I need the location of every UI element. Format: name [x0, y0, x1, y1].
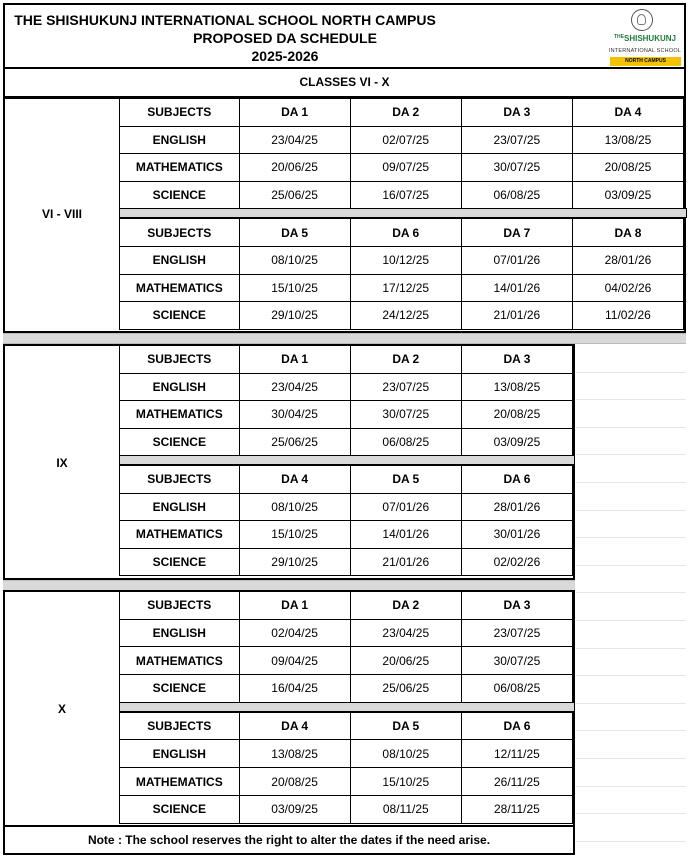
date-cell: 20/08/25: [461, 401, 572, 429]
block-gap: [119, 455, 575, 465]
da-header: DA 5: [239, 219, 350, 247]
subjects-header: SUBJECTS: [120, 712, 240, 740]
logo-subtitle: INTERNATIONAL SCHOOL: [608, 48, 682, 54]
table-row: [120, 181, 684, 209]
empty-sheet-area: [576, 345, 686, 842]
block-gap: [119, 702, 575, 712]
date-cell: 29/10/25: [239, 302, 350, 330]
date-cell: 26/11/25: [461, 768, 572, 796]
subject-cell: ENGLISH: [120, 619, 240, 647]
school-title: THE SHISHUKUNJ INTERNATIONAL SCHOOL NORTH CAMPUS: [14, 12, 436, 28]
date-cell: 28/01/26: [461, 493, 572, 521]
table-header-row: [120, 592, 573, 620]
date-cell: 23/07/25: [461, 619, 572, 647]
da-header: DA 2: [350, 346, 461, 374]
subject-cell: SCIENCE: [120, 548, 240, 576]
date-cell: 07/01/26: [350, 493, 461, 521]
table-row: [120, 302, 684, 330]
table-row: [120, 126, 684, 154]
academic-year: 2025-2026: [251, 48, 319, 64]
subject-cell: MATHEMATICS: [120, 768, 240, 796]
subject-cell: MATHEMATICS: [120, 401, 240, 429]
date-cell: 28/01/26: [572, 246, 683, 274]
section-x: [3, 590, 575, 827]
table-row: [120, 246, 684, 274]
date-cell: 30/07/25: [461, 647, 572, 675]
block-gap: [119, 208, 687, 218]
date-cell: 03/09/25: [239, 795, 350, 823]
logo-campus-badge: NORTH CAMPUS: [610, 57, 681, 66]
date-cell: 16/04/25: [239, 675, 350, 703]
date-cell: 14/01/26: [350, 521, 461, 549]
table-row: [120, 521, 573, 549]
subject-cell: SCIENCE: [120, 675, 240, 703]
da-header: DA 1: [239, 592, 350, 620]
da-header: DA 4: [239, 466, 350, 494]
date-cell: 06/08/25: [350, 428, 461, 456]
section-vi-viii: [3, 97, 686, 333]
date-cell: 20/08/25: [239, 768, 350, 796]
date-cell: 15/10/25: [350, 768, 461, 796]
table-row: [120, 428, 573, 456]
table-row: [120, 154, 684, 182]
subject-cell: ENGLISH: [120, 493, 240, 521]
schedule-table: [119, 218, 684, 329]
table-row: [120, 274, 684, 302]
subject-cell: ENGLISH: [120, 126, 240, 154]
subject-cell: MATHEMATICS: [120, 521, 240, 549]
date-cell: 13/08/25: [239, 740, 350, 768]
subject-cell: SCIENCE: [120, 181, 240, 209]
schedule-table: [119, 591, 573, 703]
logo-brand: $^{THE}$SHISHUKUNJ: [613, 34, 676, 43]
da-header: DA 1: [239, 346, 350, 374]
subjects-header: SUBJECTS: [120, 346, 240, 374]
date-cell: 09/04/25: [239, 647, 350, 675]
date-cell: 21/01/26: [350, 548, 461, 576]
subject-cell: ENGLISH: [120, 246, 240, 274]
table-row: [120, 373, 573, 401]
subjects-header: SUBJECTS: [120, 466, 240, 494]
da-header: DA 6: [350, 219, 461, 247]
date-cell: 30/04/25: [239, 401, 350, 429]
date-cell: 25/06/25: [239, 181, 350, 209]
table-row: [120, 675, 573, 703]
table-header-row: [120, 99, 684, 127]
da-header: DA 3: [461, 592, 572, 620]
date-cell: 03/09/25: [461, 428, 572, 456]
subjects-header: SUBJECTS: [120, 219, 240, 247]
school-logo: [605, 7, 685, 69]
da-header: DA 2: [350, 99, 461, 127]
section-label: X: [57, 702, 66, 716]
schedule-table: [119, 98, 684, 209]
date-cell: 17/12/25: [350, 274, 461, 302]
date-cell: 16/07/25: [350, 181, 461, 209]
date-cell: 04/02/26: [572, 274, 683, 302]
subject-cell: SCIENCE: [120, 428, 240, 456]
table-row: [120, 647, 573, 675]
footer-note: Note : The school reserves the right to alter the dates if the need arise.: [3, 826, 575, 855]
subject-cell: SCIENCE: [120, 302, 240, 330]
table-row: [120, 795, 573, 823]
date-cell: 30/07/25: [461, 154, 572, 182]
date-cell: 08/11/25: [350, 795, 461, 823]
section-separator: [3, 333, 686, 344]
schedule-table: [119, 465, 573, 576]
table-header-row: [120, 219, 684, 247]
subjects-header: SUBJECTS: [120, 592, 240, 620]
subjects-header: SUBJECTS: [120, 99, 240, 127]
date-cell: 20/08/25: [572, 154, 683, 182]
da-header: DA 5: [350, 712, 461, 740]
date-cell: 08/10/25: [239, 493, 350, 521]
date-cell: 25/06/25: [239, 428, 350, 456]
table-row: [120, 493, 573, 521]
da-header: DA 6: [461, 712, 572, 740]
da-header: DA 8: [572, 219, 683, 247]
date-cell: 23/04/25: [239, 373, 350, 401]
section-label: IX: [56, 456, 68, 470]
da-header: DA 7: [461, 219, 572, 247]
date-cell: 08/10/25: [239, 246, 350, 274]
date-cell: 23/04/25: [239, 126, 350, 154]
subject-cell: MATHEMATICS: [120, 274, 240, 302]
date-cell: 25/06/25: [350, 675, 461, 703]
date-cell: 23/04/25: [350, 619, 461, 647]
subject-cell: SCIENCE: [120, 795, 240, 823]
date-cell: 08/10/25: [350, 740, 461, 768]
da-header: DA 6: [461, 466, 572, 494]
date-cell: 28/11/25: [461, 795, 572, 823]
date-cell: 15/10/25: [239, 521, 350, 549]
table-row: [120, 768, 573, 796]
date-cell: 06/08/25: [461, 181, 572, 209]
subject-cell: ENGLISH: [120, 740, 240, 768]
table-row: [120, 619, 573, 647]
emblem-icon: [631, 9, 653, 31]
subject-cell: ENGLISH: [120, 373, 240, 401]
da-header: DA 5: [350, 466, 461, 494]
date-cell: 11/02/26: [572, 302, 683, 330]
date-cell: 03/09/25: [572, 181, 683, 209]
date-cell: 30/07/25: [350, 401, 461, 429]
date-cell: 13/08/25: [461, 373, 572, 401]
date-cell: 24/12/25: [350, 302, 461, 330]
table-header-row: [120, 466, 573, 494]
classes-label: CLASSES VI - X: [3, 69, 686, 98]
da-header: DA 3: [461, 99, 572, 127]
date-cell: 13/08/25: [572, 126, 683, 154]
date-cell: 20/06/25: [239, 154, 350, 182]
page-header: [3, 3, 686, 69]
date-cell: 23/07/25: [350, 373, 461, 401]
table-header-row: [120, 346, 573, 374]
schedule-table: [119, 712, 573, 824]
subject-cell: MATHEMATICS: [120, 647, 240, 675]
schedule-title: PROPOSED DA SCHEDULE: [193, 30, 377, 46]
date-cell: 02/02/26: [461, 548, 572, 576]
da-header: DA 4: [572, 99, 683, 127]
date-cell: 09/07/25: [350, 154, 461, 182]
da-header: DA 4: [239, 712, 350, 740]
da-header: DA 2: [350, 592, 461, 620]
date-cell: 23/07/25: [461, 126, 572, 154]
da-header: DA 1: [239, 99, 350, 127]
section-ix: [3, 344, 575, 580]
date-cell: 30/01/26: [461, 521, 572, 549]
table-row: [120, 548, 573, 576]
date-cell: 10/12/25: [350, 246, 461, 274]
date-cell: 21/01/26: [461, 302, 572, 330]
date-cell: 12/11/25: [461, 740, 572, 768]
da-header: DA 3: [461, 346, 572, 374]
table-row: [120, 401, 573, 429]
section-label: VI - VIII: [41, 207, 82, 221]
date-cell: 29/10/25: [239, 548, 350, 576]
date-cell: 15/10/25: [239, 274, 350, 302]
date-cell: 14/01/26: [461, 274, 572, 302]
date-cell: 06/08/25: [461, 675, 572, 703]
date-cell: 20/06/25: [350, 647, 461, 675]
table-row: [120, 740, 573, 768]
subject-cell: MATHEMATICS: [120, 154, 240, 182]
date-cell: 02/07/25: [350, 126, 461, 154]
table-header-row: [120, 712, 573, 740]
date-cell: 07/01/26: [461, 246, 572, 274]
schedule-table: [119, 345, 573, 456]
date-cell: 02/04/25: [239, 619, 350, 647]
